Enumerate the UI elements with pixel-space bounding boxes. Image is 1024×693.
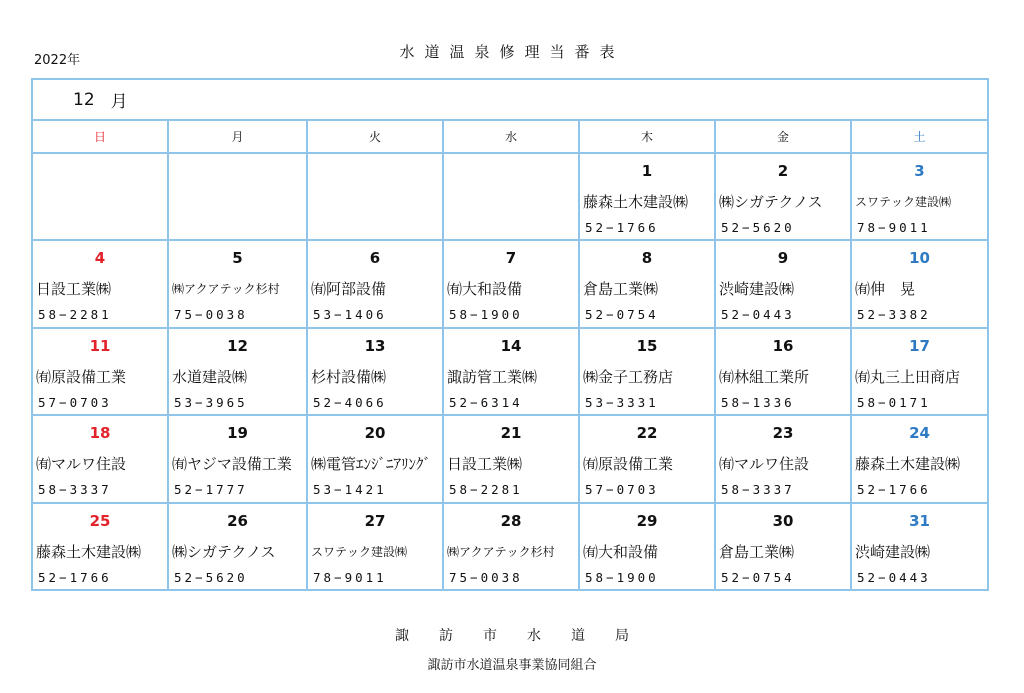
company-name: スワテック建設㈱ (855, 195, 952, 209)
company-name: ㈱金子工務店 (583, 367, 674, 386)
day-number: 25 (89, 511, 111, 530)
duty-calendar (31, 78, 989, 591)
weekday-tue: 火 (308, 121, 444, 154)
day-number: 19 (227, 424, 248, 443)
company-name: 藤森土木建設㈱ (36, 542, 142, 561)
day-cell (852, 504, 987, 591)
company-name: ㈲マルワ住設 (36, 455, 127, 474)
phone-number: 52−5620 (721, 220, 795, 235)
day-number: 10 (909, 249, 930, 268)
association-name: 諏訪市水道温泉事業協同組合 (427, 658, 597, 673)
day-number: 12 (227, 336, 248, 355)
phone-number: 57−0703 (585, 482, 659, 498)
day-cell (444, 504, 580, 591)
phone-number: 52−5620 (174, 569, 248, 585)
day-cell (852, 329, 987, 416)
day-cell (716, 416, 852, 503)
company-name: ㈱アクアテック杉村 (447, 544, 555, 559)
weekday-thu: 木 (580, 121, 716, 154)
day-number: 28 (500, 511, 522, 530)
day-number: 22 (636, 424, 658, 443)
day-cell (308, 329, 444, 416)
phone-number: 52−6314 (449, 394, 523, 410)
day-number: 6 (369, 249, 381, 268)
empty-day-cell (308, 154, 444, 241)
phone-number: 58−3337 (38, 482, 112, 498)
day-cell (169, 504, 308, 591)
company-name: ㈱シガテクノス (172, 542, 276, 561)
day-number: 1 (641, 162, 653, 180)
phone-number: 52−1766 (857, 482, 931, 498)
weekday-sat: 土 (852, 121, 987, 154)
company-name: 水道建設㈱ (172, 367, 248, 386)
phone-number: 52−1777 (174, 482, 248, 498)
phone-number: 53−3331 (585, 394, 659, 410)
day-cell (716, 504, 852, 591)
month-unit: 月 (110, 92, 128, 112)
day-cell (852, 154, 987, 241)
day-number: 29 (636, 511, 658, 530)
weekday-sun: 日 (33, 121, 169, 154)
day-cell (444, 329, 580, 416)
day-number: 7 (505, 249, 517, 268)
empty-day-cell (169, 154, 308, 241)
day-cell (852, 241, 987, 328)
weekday-fri: 金 (716, 121, 852, 154)
day-number: 3 (914, 162, 925, 180)
phone-number: 52−4066 (313, 394, 387, 410)
day-number: 21 (500, 424, 522, 443)
day-number: 11 (89, 336, 111, 355)
company-name: ㈲林組工業所 (719, 367, 810, 386)
phone-number: 52−0754 (721, 569, 795, 585)
phone-number: 75−0038 (449, 569, 523, 585)
page-title: 水道温泉修理当番表 (399, 43, 625, 61)
day-cell (852, 416, 987, 503)
day-number: 5 (232, 249, 243, 268)
phone-number: 53−3965 (174, 394, 248, 410)
phone-number: 58−3337 (721, 482, 795, 498)
day-cell (169, 329, 308, 416)
month-number: 12 (73, 89, 95, 110)
day-cell (444, 241, 580, 328)
day-number: 8 (641, 249, 653, 268)
weekday-mon: 月 (169, 121, 308, 154)
company-name: ㈲ヤジマ設備工業 (172, 455, 292, 474)
phone-number: 52−0443 (721, 307, 795, 323)
day-cell (716, 329, 852, 416)
phone-number: 58−1900 (449, 307, 523, 323)
day-cell (444, 416, 580, 503)
day-number: 18 (89, 424, 111, 443)
organization-name: 諏訪市水道局 (395, 628, 659, 644)
day-cell (580, 154, 716, 241)
company-name: スワテック建設㈱ (311, 544, 408, 559)
phone-number: 78−9011 (313, 569, 387, 585)
company-name: 藤森土木建設㈱ (583, 193, 689, 211)
empty-day-cell (444, 154, 580, 241)
day-cell (580, 416, 716, 503)
phone-number: 53−1421 (313, 482, 387, 498)
day-cell (308, 416, 444, 503)
day-number: 15 (636, 336, 658, 355)
phone-number: 52−1766 (585, 220, 659, 235)
company-name: 藤森土木建設㈱ (855, 455, 961, 474)
day-number: 9 (777, 249, 789, 268)
company-name: 杉村設備㈱ (311, 367, 387, 386)
day-number: 24 (909, 424, 930, 443)
phone-number: 58−1900 (585, 569, 659, 585)
day-number: 2 (777, 162, 789, 180)
phone-number: 58−0171 (857, 394, 931, 410)
phone-number: 52−0754 (585, 307, 659, 323)
company-name: 諏訪管工業㈱ (447, 367, 538, 386)
company-name: ㈱シガテクノス (719, 193, 823, 211)
day-cell (716, 154, 852, 241)
company-name: ㈱アクアテック杉村 (172, 282, 280, 297)
day-number: 26 (227, 511, 248, 530)
company-name: ㈲原設備工業 (36, 367, 127, 386)
company-name: ㈲大和設備 (447, 280, 523, 299)
day-number: 14 (500, 336, 522, 355)
company-name: 日設工業㈱ (36, 280, 112, 299)
company-name: 渋崎建設㈱ (719, 280, 795, 299)
phone-number: 75−0038 (174, 307, 248, 323)
day-cell (33, 504, 169, 591)
day-cell (580, 504, 716, 591)
phone-number: 58−1336 (721, 394, 795, 410)
day-cell (308, 504, 444, 591)
phone-number: 52−1766 (38, 569, 112, 585)
company-name: 倉島工業㈱ (583, 280, 659, 299)
company-name: 渋崎建設㈱ (855, 542, 931, 561)
weekday-wed: 水 (444, 121, 580, 154)
day-number: 16 (772, 336, 794, 355)
company-name: ㈱電管ｴﾝｼﾞﾆｱﾘﾝｸﾞ (311, 455, 432, 474)
company-name: ㈲マルワ住設 (719, 455, 810, 474)
day-number: 23 (772, 424, 794, 443)
day-number: 4 (94, 249, 106, 268)
day-cell (716, 241, 852, 328)
day-number: 17 (909, 336, 930, 355)
day-cell (33, 329, 169, 416)
day-cell (308, 241, 444, 328)
day-number: 20 (364, 424, 386, 443)
phone-number: 58−2281 (38, 307, 112, 323)
phone-number: 57−0703 (38, 394, 112, 410)
day-number: 13 (364, 336, 386, 355)
company-name: 倉島工業㈱ (719, 542, 795, 561)
company-name: ㈲原設備工業 (583, 455, 674, 474)
phone-number: 53−1406 (313, 307, 387, 323)
empty-day-cell (33, 154, 169, 241)
day-cell (580, 329, 716, 416)
company-name: 日設工業㈱ (447, 455, 523, 474)
company-name: ㈲丸三上田商店 (855, 367, 961, 386)
company-name: ㈲伸 晃 (855, 280, 916, 299)
day-number: 30 (772, 511, 794, 530)
year-label: 2022年 (34, 53, 81, 68)
phone-number: 78−9011 (857, 220, 931, 235)
day-cell (580, 241, 716, 328)
day-cell (169, 241, 308, 328)
day-cell (169, 416, 308, 503)
phone-number: 52−0443 (857, 569, 931, 585)
company-name: ㈲大和設備 (583, 542, 659, 561)
month-header (33, 80, 987, 121)
day-number: 31 (909, 511, 930, 530)
phone-number: 52−3382 (857, 307, 931, 323)
phone-number: 58−2281 (449, 482, 523, 498)
company-name: ㈲阿部設備 (311, 280, 387, 299)
day-cell (33, 416, 169, 503)
day-cell (33, 241, 169, 328)
day-number: 27 (364, 511, 386, 530)
